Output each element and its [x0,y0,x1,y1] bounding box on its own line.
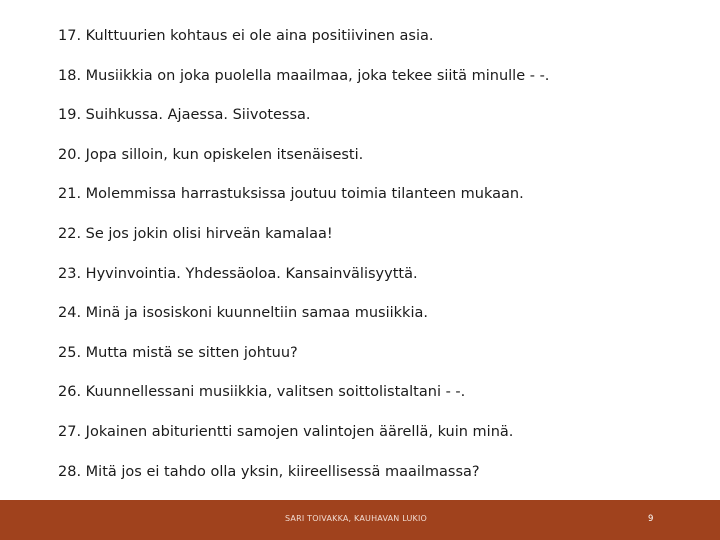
sentence-21: 21. Molemmissa harrastuksissa joutuu toimia tilanteen mukaan. [58,186,524,203]
sentence-26: 26. Kuunnellessani musiikkia, valitsen soittolistaltani - -. [58,384,466,401]
sentence-24: 24. Minä ja isosiskoni kuunneltiin samaa musiikkia. [58,305,428,322]
sentence-25: 25. Mutta mistä se sitten johtuu? [58,344,298,361]
sentence-20: 20. Jopa silloin, kun opiskelen itsenäisesti. [58,146,364,163]
sentence-27: 27. Jokainen abiturientti samojen valintojen äärellä, kuin minä. [58,423,514,440]
footer-author: SARI TOIVAKKA, KAUHAVAN LUKIO [285,514,428,523]
sentence-18: 18. Musiikkia on joka puolella maailmaa, joka tekee siitä minulle - -. [58,67,550,84]
sentence-22: 22. Se jos jokin olisi hirveän kamalaa! [58,225,333,242]
sentence-17: 17. Kulttuurien kohtaus ei ole aina positiivinen asia. [58,28,434,44]
sentence-19: 19. Suihkussa. Ajaessa. Siivotessa. [58,107,311,124]
sentence-23: 23. Hyvinvointia. Yhdessäoloa. Kansainvälisyyttä. [58,265,418,282]
sentence-list [58,26,549,501]
sentence-28: 28. Mitä jos ei tahdo olla yksin, kiireellisessä maailmassa? [58,463,480,480]
page-number: 9 [648,514,654,524]
